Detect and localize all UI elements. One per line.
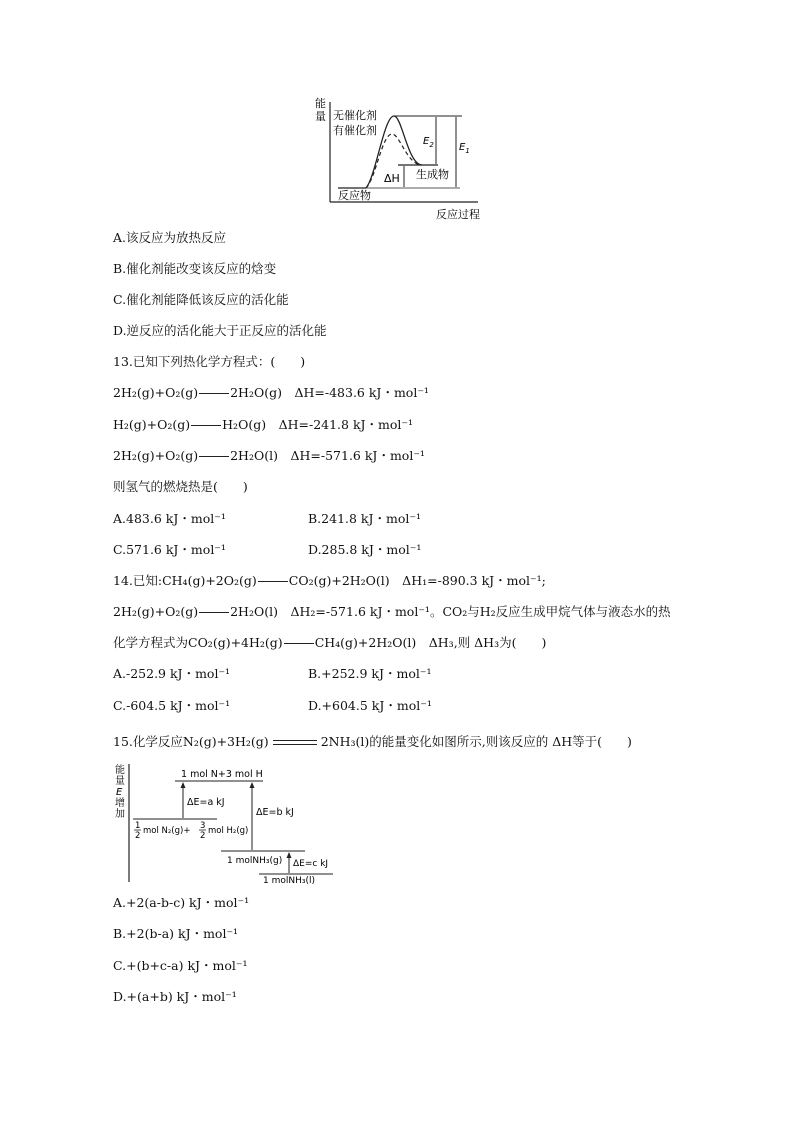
left-level-three-num: 3	[200, 821, 206, 831]
q13-eq2-right: H₂O(g) ΔH=-241.8 kJ・mol⁻¹	[222, 417, 414, 432]
de-a-arrowhead	[181, 782, 186, 788]
y-axis-char-4: 增	[115, 798, 125, 809]
left-level-three-den: 2	[200, 831, 206, 841]
q15-option-b[interactable]: B.+2(b-a) kJ・mol⁻¹	[113, 926, 239, 941]
e2-label: $E_2$	[423, 136, 434, 149]
reaction-arrow	[199, 456, 229, 457]
q13-eq2-left: H₂(g)+O₂(g)	[113, 417, 191, 432]
left-level-mid: mol N₂(g)+	[143, 826, 191, 836]
q14-line2-right: 2H₂O(l) ΔH₂=-571.6 kJ・mol⁻¹。CO₂与H₂反应生成甲烷气体与液态水的热	[230, 604, 671, 619]
q14-line3	[113, 635, 546, 651]
reaction-arrow	[199, 393, 229, 394]
q13-option-d[interactable]: D.285.8 kJ・mol⁻¹	[308, 542, 422, 557]
nh3-liquid-label: 1 molNH₃(l)	[263, 876, 315, 884]
q14-line1-right: CO₂(g)+2H₂O(l) ΔH₁=-890.3 kJ・mol⁻¹;	[288, 573, 546, 588]
q13-title: 13.已知下列热化学方程式：( )	[113, 354, 306, 369]
de-a-label: ΔE=a kJ	[187, 797, 225, 808]
energy-profile-figure	[312, 96, 484, 222]
q13-eq3	[113, 448, 425, 464]
q13-eq2	[113, 417, 413, 433]
de-b-arrowhead	[250, 782, 255, 788]
reaction-arrow	[199, 612, 229, 613]
e1-label: $E_1$	[459, 142, 470, 155]
q15-title-left: 15.化学反应N₂(g)+3H₂(g)	[113, 734, 269, 749]
q13-option-row1	[113, 511, 421, 527]
top-level-label: 1 mol N+3 mol H	[181, 769, 263, 780]
q15-option-c[interactable]: C.+(b+c-a) kJ・mol⁻¹	[113, 958, 248, 973]
q15-title	[113, 734, 632, 750]
q13-eq3-left: 2H₂(g)+O₂(g)	[113, 448, 199, 463]
product-label: 生成物	[416, 168, 449, 181]
q13-eq1-left: 2H₂(g)+O₂(g)	[113, 385, 199, 400]
q14-option-a[interactable]: A.-252.9 kJ・mol⁻¹	[113, 666, 231, 681]
q13-eq3-right: 2H₂O(l) ΔH=-571.6 kJ・mol⁻¹	[230, 448, 425, 463]
q12-option-c[interactable]: C.催化剂能降低该反应的活化能	[113, 292, 289, 307]
y-axis-char-3: E	[116, 787, 123, 798]
y-axis-label-2: 量	[315, 110, 326, 123]
q13-option-a[interactable]: A.483.6 kJ・mol⁻¹	[113, 511, 226, 526]
de-b-label: ΔE=b kJ	[256, 807, 294, 818]
q14-option-c[interactable]: C.-604.5 kJ・mol⁻¹	[113, 698, 231, 713]
y-axis-char-1: 能	[115, 765, 125, 776]
left-level-half-den: 2	[135, 831, 141, 841]
y-axis-char-5: 加	[115, 809, 125, 820]
q13-eq1	[113, 385, 429, 401]
q14-option-b[interactable]: B.+252.9 kJ・mol⁻¹	[308, 666, 432, 681]
y-axis-char-2: 量	[115, 776, 125, 787]
q14-line2	[113, 604, 671, 620]
q15-option-d[interactable]: D.+(a+b) kJ・mol⁻¹	[113, 989, 237, 1004]
q14-line1-left: 14.已知:CH₄(g)+2O₂(g)	[113, 573, 257, 588]
q12-option-a[interactable]: A.该反应为放热反应	[113, 230, 227, 245]
dh-label: ΔH	[384, 172, 400, 185]
de-c-label: ΔE=c kJ	[293, 859, 329, 869]
q12-option-d[interactable]: D.逆反应的活化能大于正反应的活化能	[113, 323, 327, 338]
de-c-arrowhead	[287, 852, 292, 858]
q13-option-row2	[113, 542, 422, 558]
q14-option-d[interactable]: D.+604.5 kJ・mol⁻¹	[308, 698, 432, 713]
y-axis-label-1: 能	[315, 97, 326, 110]
left-level-end: mol H₂(g)	[208, 826, 249, 836]
q12-option-b[interactable]: B.催化剂能改变该反应的焓变	[113, 261, 277, 276]
q15-option-a[interactable]: A.+2(a-b-c) kJ・mol⁻¹	[113, 895, 250, 910]
q13-ask: 则氢气的燃烧热是( )	[113, 479, 248, 494]
q13-eq1-right: 2H₂O(g) ΔH=-483.6 kJ・mol⁻¹	[230, 385, 429, 400]
q13-option-c[interactable]: C.571.6 kJ・mol⁻¹	[113, 542, 226, 557]
q13-option-b[interactable]: B.241.8 kJ・mol⁻¹	[308, 511, 421, 526]
reactant-label: 反应物	[338, 189, 371, 202]
energy-level-figure	[113, 762, 345, 884]
q14-line1	[113, 573, 546, 589]
reaction-arrow	[284, 643, 314, 644]
x-axis-label: 反应过程	[436, 208, 480, 221]
q14-line3-left: 化学方程式为CO₂(g)+4H₂(g)	[113, 635, 283, 650]
equilibrium-arrow-icon	[273, 739, 317, 747]
catalyst-label: 有催化剂	[333, 124, 377, 137]
q14-line3-right: CH₄(g)+2H₂O(l) ΔH₃,则 ΔH₃为( )	[314, 635, 547, 650]
no-catalyst-label: 无催化剂	[333, 109, 377, 122]
q14-line2-left: 2H₂(g)+O₂(g)	[113, 604, 199, 619]
q15-title-right: 2NH₃(l)的能量变化如图所示,则该反应的 ΔH等于( )	[320, 734, 632, 749]
q14-option-row2	[113, 698, 432, 714]
reaction-arrow	[191, 425, 221, 426]
nh3-gas-label: 1 molNH₃(g)	[227, 856, 283, 866]
left-level-half-num: 1	[135, 821, 141, 831]
reaction-arrow	[258, 581, 288, 582]
q14-option-row1	[113, 666, 432, 682]
